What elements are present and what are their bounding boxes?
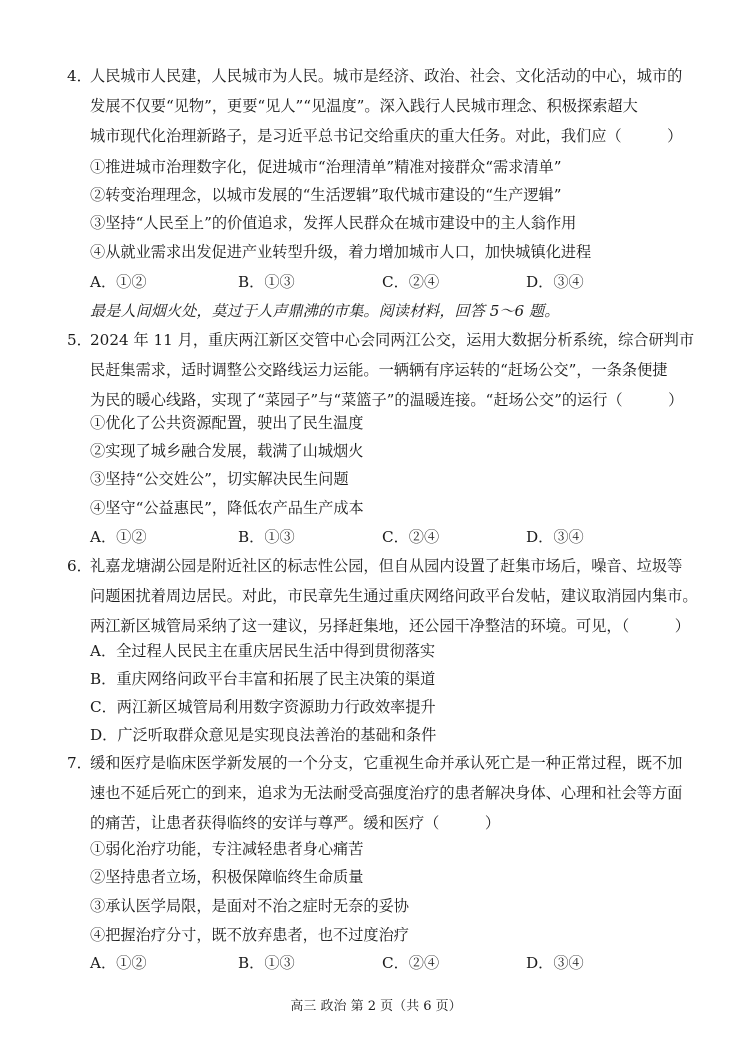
- option-item: ②实现了城乡融合发展，载满了山城烟火: [90, 442, 364, 460]
- question-4-number: 4．: [67, 67, 92, 85]
- question-7-stem: [90, 748, 696, 838]
- stem-line: 城市现代化治理新路子，是习近平总书记交给重庆的重大任务。对此，我们应（ ）: [90, 127, 683, 145]
- option-item: B．重庆网络问政平台丰富和拓展了民主决策的渠道: [90, 670, 436, 688]
- choice-d: D．③④: [526, 273, 584, 291]
- material-intro: 最是人间烟火处，莫过于人声鼎沸的市集。阅读材料，回答 5～6 题。: [90, 302, 560, 320]
- choice-c: C．②④: [382, 954, 440, 972]
- choice-d: D．③④: [526, 528, 584, 546]
- option-item: ①弱化治疗功能，专注减轻患者身心痛苦: [90, 840, 364, 858]
- page-footer: 高三 政治 第 2 页（共 6 页）: [290, 999, 462, 1014]
- choice-c: C．②④: [382, 528, 440, 546]
- question-5-number: 5．: [67, 331, 92, 349]
- option-item: ③坚持“人民至上”的价值追求，发挥人民群众在城市建设中的主人翁作用: [90, 214, 577, 232]
- question-7-number: 7．: [67, 754, 92, 772]
- option-item: ②坚持患者立场，积极保障临终生命质量: [90, 868, 364, 886]
- option-item: ③承认医学局限，是面对不治之症时无奈的妥协: [90, 897, 409, 915]
- option-item: ④从就业需求出发促进产业转型升级，着力增加城市人口，加快城镇化进程: [90, 243, 592, 261]
- choice-a: A．①②: [90, 528, 147, 546]
- question-5-stem: [90, 325, 696, 415]
- choice-b: B．①③: [238, 528, 295, 546]
- choice-b: B．①③: [238, 273, 295, 291]
- stem-line: 缓和医疗是临床医学新发展的一个分支，它重视生命并承认死亡是一种正常过程，既不加: [90, 754, 683, 772]
- stem-line: 民赶集需求，适时调整公交路线运力运能。一辆辆有序运转的“赶场公交”，一条条便捷: [90, 361, 668, 379]
- option-item: ②转变治理理念，以城市发展的“生活逻辑”取代城市建设的“生产逻辑”: [90, 186, 562, 204]
- stem-line: 人民城市人民建，人民城市为人民。城市是经济、政治、社会、文化活动的中心，城市的: [90, 67, 683, 85]
- choice-b: B．①③: [238, 954, 295, 972]
- option-item: ①推进城市治理数字化，促进城市“治理清单”精准对接群众“需求清单”: [90, 158, 562, 176]
- stem-line: 问题困扰着周边居民。对此，市民章先生通过重庆网络问政平台发帖，建议取消园内集市。: [90, 587, 698, 605]
- stem-line: 速也不延后死亡的到来，追求为无法耐受高强度治疗的患者解决身体、心理和社会等方面: [90, 784, 683, 802]
- question-4-stem: [90, 61, 696, 151]
- choice-a: A．①②: [90, 273, 147, 291]
- option-item: ③坚持“公交姓公”，切实解决民生问题: [90, 470, 349, 488]
- question-6-number: 6．: [67, 557, 92, 575]
- question-6-stem: [90, 551, 696, 641]
- option-item: ④坚守“公益惠民”，降低农产品生产成本: [90, 499, 364, 517]
- stem-line: 为民的暖心线路，实现了“菜园子”与“菜篮子”的温暖连接。“赶场公交”的运行（ ）: [90, 391, 684, 409]
- option-item: ①优化了公共资源配置，驶出了民生温度: [90, 414, 364, 432]
- stem-line: 的痛苦，让患者获得临终的安详与尊严。缓和医疗（ ）: [90, 814, 501, 832]
- stem-line: 两江新区城管局采纳了这一建议，另择赶集地，还公园干净整洁的环境。可见，（ ）: [90, 617, 690, 635]
- option-item: A．全过程人民民主在重庆居民生活中得到贯彻落实: [90, 642, 436, 660]
- stem-line: 礼嘉龙塘湖公园是附近社区的标志性公园，但自从园内设置了赶集市场后，噪音、垃圾等: [90, 557, 683, 575]
- choice-d: D．③④: [526, 954, 584, 972]
- stem-line: 2024 年 11 月，重庆两江新区交管中心会同两江公交，运用大数据分析系统，综合研判市: [90, 331, 695, 349]
- choice-a: A．①②: [90, 954, 147, 972]
- choice-c: C．②④: [382, 273, 440, 291]
- option-item: C．两江新区城管局利用数字资源助力行政效率提升: [90, 698, 436, 716]
- option-item: ④把握治疗分寸，既不放弃患者，也不过度治疗: [90, 926, 409, 944]
- stem-line: 发展不仅要“见物”，更要“见人”“见温度”。深入践行人民城市理念、积极探索超大: [90, 97, 638, 115]
- option-item: D．广泛听取群众意见是实现良法善治的基础和条件: [90, 726, 437, 744]
